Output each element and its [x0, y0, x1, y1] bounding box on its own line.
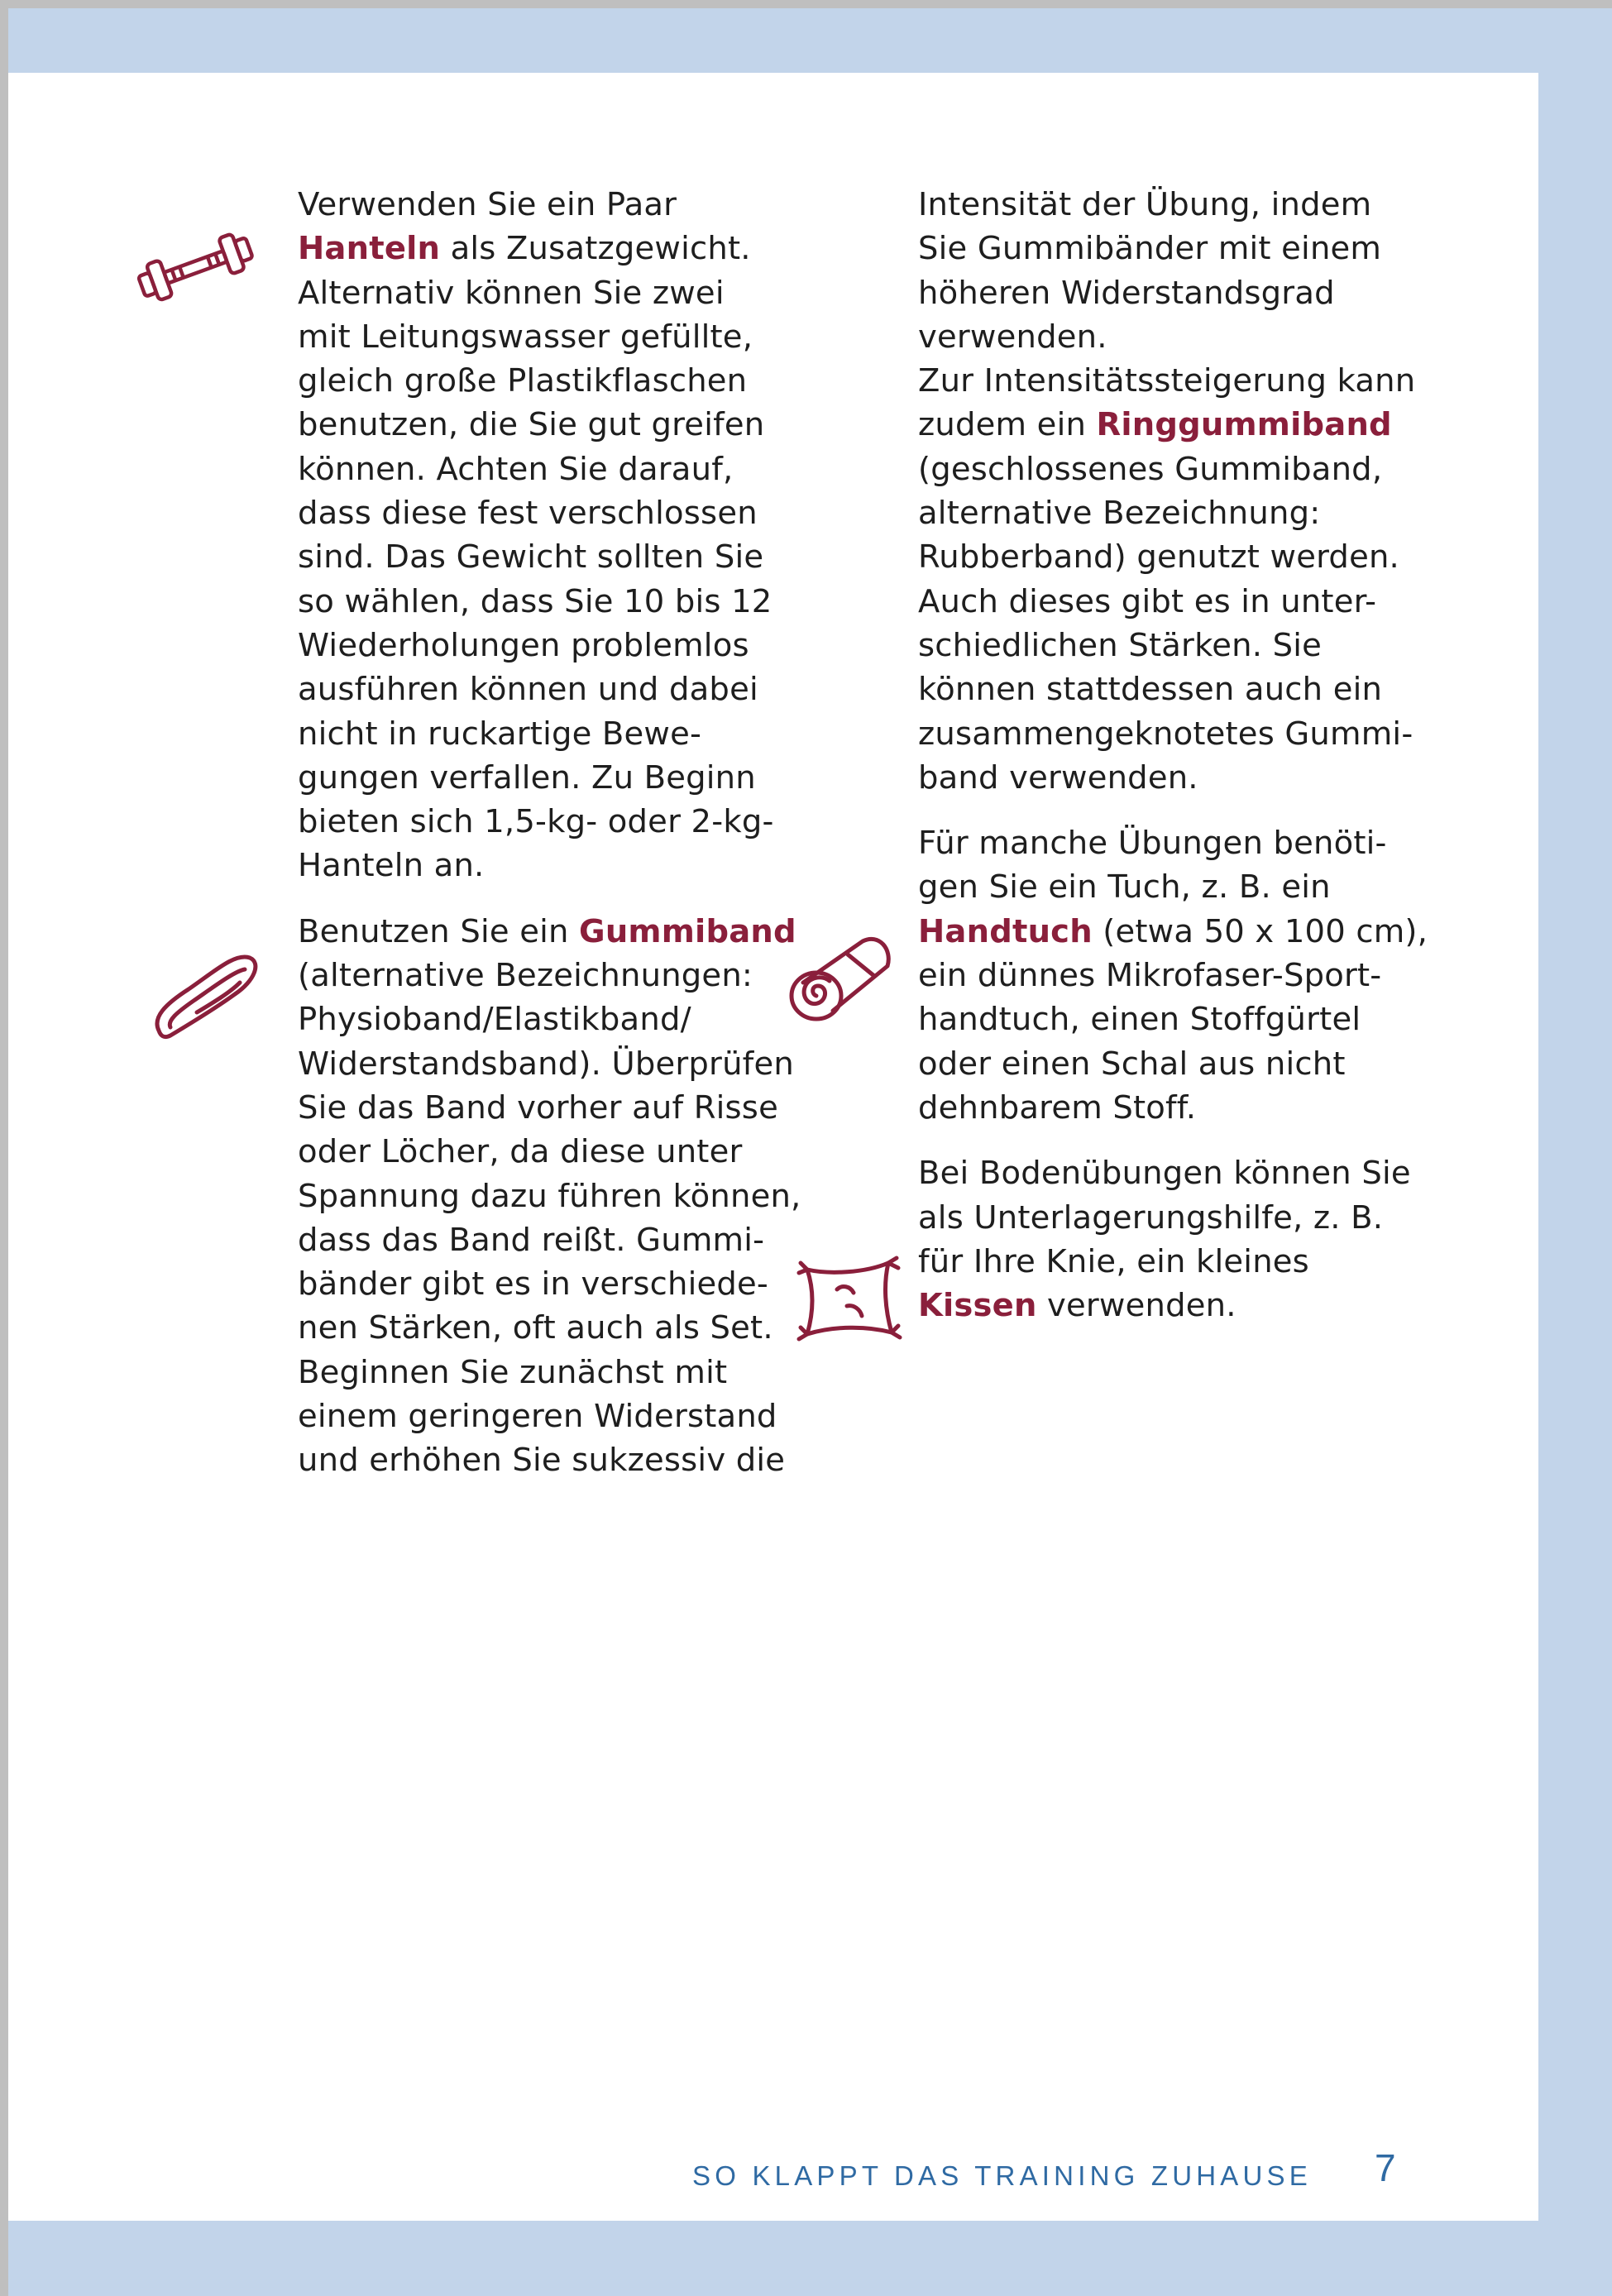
- text-line: Für manche Übungen benöti-: [918, 825, 1387, 863]
- left-column: [298, 183, 801, 1504]
- text-line: dass das Band reißt. Gummi-: [298, 1221, 765, 1259]
- text-line: nicht in ruckartige Bewe-: [298, 715, 702, 753]
- text-line: handtuch, einen Stoffgürtel: [918, 1001, 1361, 1039]
- text-line: sind. Das Gewicht sollten Sie: [298, 538, 764, 576]
- text-line: Alternativ können Sie zwei: [298, 274, 725, 312]
- text-line: und erhöhen Sie sukzessiv die: [298, 1442, 786, 1480]
- text-line: Spannung dazu führen können,: [298, 1177, 801, 1215]
- paragraph-kissen: [918, 1151, 1431, 1327]
- text-line: Physioband/Elastikband/: [298, 1001, 691, 1039]
- document-page: [8, 73, 1538, 2221]
- resistance-band-icon: [149, 941, 265, 1049]
- text-line: dehnbarem Stoff.: [918, 1088, 1197, 1126]
- text-line: [298, 227, 794, 270]
- text-line: Intensität der Übung, indem: [918, 186, 1372, 223]
- text-line: für Ihre Knie, ein kleines: [918, 1242, 1309, 1280]
- text-line: oder Löcher, da diese unter: [298, 1133, 743, 1171]
- text-line: gungen verfallen. Zu Beginn: [298, 758, 756, 796]
- text-segment: als Zusatzgewicht.: [440, 230, 751, 268]
- text-line: so wählen, dass Sie 10 bis 12: [298, 582, 773, 620]
- text-line: können. Achten Sie darauf,: [298, 450, 734, 488]
- text-line: gen Sie ein Tuch, z. B. ein: [918, 868, 1331, 906]
- text-segment: zudem ein: [918, 406, 1097, 444]
- text-line: Sie Gummibänder mit einem: [918, 230, 1382, 268]
- text-line: nen Stärken, oft auch als Set.: [298, 1309, 773, 1347]
- text-line: einem geringeren Widerstand: [298, 1398, 777, 1436]
- text-line: gleich große Plastikflaschen: [298, 362, 748, 400]
- text-line: (alternative Bezeichnungen:: [298, 957, 753, 995]
- right-column: [918, 183, 1431, 1349]
- text-line: Bei Bodenübungen können Sie: [918, 1155, 1411, 1193]
- text-line: höheren Widerstandsgrad: [918, 274, 1335, 312]
- paragraph-ringgummiband: [918, 183, 1431, 800]
- rolled-towel-icon: [782, 925, 897, 1032]
- text-segment: verwenden.: [1036, 1287, 1237, 1325]
- text-line: Beginnen Sie zunächst mit: [298, 1353, 728, 1391]
- text-line: schiedlichen Stärken. Sie: [918, 626, 1322, 664]
- text-line: band verwenden.: [918, 758, 1198, 796]
- text-line: ausführen können und dabei: [298, 671, 758, 709]
- text-line: Rubberband) genutzt werden.: [918, 538, 1399, 576]
- footer-section-title: SO KLAPPT DAS TRAINING ZUHAUSE: [692, 2160, 1312, 2191]
- pillow-icon: [796, 1251, 903, 1342]
- text-line: Sie das Band vorher auf Risse: [298, 1088, 778, 1126]
- text-line: [298, 910, 794, 954]
- text-segment: Benutzen Sie ein: [298, 912, 580, 950]
- text-line: bieten sich 1,5-kg- oder 2-kg-: [298, 803, 774, 841]
- text-line: mit Leitungswasser gefüllte,: [298, 318, 753, 356]
- text-line: zusammengeknotetes Gummi-: [918, 715, 1413, 753]
- paragraph-hanteln: [298, 183, 794, 888]
- keyword-handtuch: Handtuch: [918, 912, 1093, 950]
- text-line: als Unterlagerungshilfe, z. B.: [918, 1198, 1384, 1236]
- dumbbell-icon: [134, 222, 256, 311]
- page-number: 7: [1375, 2146, 1396, 2189]
- text-line: Wiederholungen problemlos: [298, 626, 749, 664]
- text-line: (geschlossenes Gummiband,: [918, 450, 1383, 488]
- paragraph-gummiband: [298, 910, 801, 1483]
- text-line: [918, 403, 1431, 447]
- text-line: Widerstandsband). Überprüfen: [298, 1045, 794, 1083]
- text-line: benutzen, die Sie gut greifen: [298, 406, 765, 444]
- text-line: [918, 1284, 1431, 1327]
- text-line: dass diese fest verschlossen: [298, 495, 758, 533]
- text-line: Zur Intensitätssteigerung kann: [918, 362, 1416, 400]
- keyword-ringgummiband: Ringgummiband: [1096, 406, 1392, 444]
- text-line: bänder gibt es in verschiede-: [298, 1265, 768, 1303]
- text-line: Verwenden Sie ein Paar: [298, 186, 677, 223]
- text-line: [918, 910, 1431, 954]
- text-line: Hanteln an.: [298, 847, 485, 885]
- text-line: oder einen Schal aus nicht: [918, 1045, 1346, 1083]
- text-segment: (etwa 50 x 100 cm),: [1092, 912, 1428, 950]
- text-line: alternative Bezeichnung:: [918, 495, 1321, 533]
- keyword-hanteln: Hanteln: [298, 230, 441, 268]
- paragraph-handtuch: [918, 821, 1431, 1130]
- text-line: ein dünnes Mikrofaser-Sport-: [918, 957, 1382, 995]
- text-line: verwenden.: [918, 318, 1107, 356]
- text-line: können stattdessen auch ein: [918, 671, 1383, 709]
- keyword-kissen: Kissen: [918, 1287, 1037, 1325]
- text-line: Auch dieses gibt es in unter-: [918, 582, 1377, 620]
- keyword-gummiband: Gummiband: [579, 912, 796, 950]
